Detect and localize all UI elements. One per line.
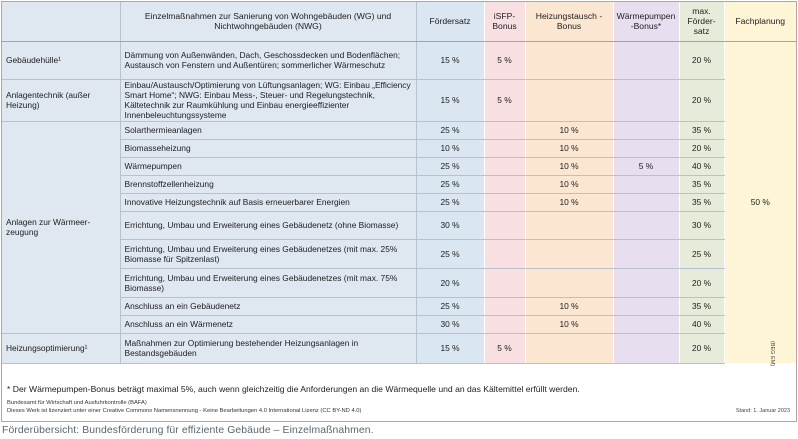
heizungstausch-bonus-cell: 10 % [525,315,613,333]
license-line: Dieses Werk ist lizenziert unter einer Creative Commons Namensnennung - Keine Bearbeitungen 4.0 International Lizenz (CC BY-ND 4.0) [7,408,362,414]
heizungstausch-bonus-cell [525,79,613,121]
table-row [2,175,796,193]
max-foerdersatz-cell: 25 % [679,239,724,268]
isfp-bonus-cell [484,193,525,211]
max-foerdersatz-cell: 20 % [679,333,724,363]
foerdersatz-cell: 15 % [416,41,484,79]
header-fachplanung: Fachplanung [724,2,796,41]
foerdersatz-cell: 25 % [416,239,484,268]
waermepumpen-bonus-cell [613,79,679,121]
table-row [2,193,796,211]
heizungstausch-bonus-cell: 10 % [525,139,613,157]
fachplanung-value: 50 % [724,41,796,363]
heizungstausch-bonus-cell [525,333,613,363]
isfp-bonus-cell [484,157,525,175]
header-heizungstausch-bonus: Heizungstausch -Bonus [525,2,613,41]
header-max-foerdersatz: max. Förder-satz [679,2,724,41]
max-foerdersatz-cell: 40 % [679,315,724,333]
heizungstausch-bonus-cell [525,41,613,79]
max-foerdersatz-cell: 20 % [679,41,724,79]
max-foerdersatz-cell: 35 % [679,175,724,193]
table-header-row [2,2,796,41]
table-row [2,315,796,333]
foerdersatz-cell: 20 % [416,268,484,297]
foerdersatz-cell: 15 % [416,333,484,363]
max-foerdersatz-cell: 20 % [679,268,724,297]
beg-em-reference: (BEG EM) [769,341,775,367]
measure-cell: Biomasseheizung [120,139,416,157]
waermepumpen-bonus-cell [613,175,679,193]
table-row [2,139,796,157]
isfp-bonus-cell [484,175,525,193]
max-foerdersatz-cell: 30 % [679,211,724,239]
heizungstausch-bonus-cell: 10 % [525,157,613,175]
isfp-bonus-cell [484,139,525,157]
category-anlagentechnik: Anlagentechnik (außer Heizung) [2,79,120,121]
max-foerdersatz-cell: 20 % [679,79,724,121]
waermepumpen-bonus-cell [613,41,679,79]
measure-cell: Einbau/Austausch/Optimierung von Lüftungsanlagen; WG: Einbau „Efficiency Smart Home“; NWG: Einbau Mess-, Steuer- und Regelungstechnik, Kältetechnik zur Raumkühlung und Einbau energieeffizienter Innenbeleuchtungssysteme [120,79,416,121]
table-row [2,79,796,121]
isfp-bonus-cell: 5 % [484,41,525,79]
heizungstausch-bonus-cell [525,268,613,297]
waermepumpen-bonus-cell [613,268,679,297]
header-foerdersatz: Fördersatz [416,2,484,41]
category-gebaeudehuelle: Gebäudehülle¹ [2,41,120,79]
isfp-bonus-cell: 5 % [484,79,525,121]
measure-cell: Anschluss an ein Gebäudenetz [120,297,416,315]
table-row [2,41,796,79]
waermepumpen-bonus-cell [613,239,679,268]
max-foerdersatz-cell: 35 % [679,121,724,139]
category-waermeerzeugung: Anlagen zur Wärmeer-zeugung [2,121,120,333]
heizungstausch-bonus-cell [525,211,613,239]
isfp-bonus-cell [484,297,525,315]
foerdersatz-cell: 10 % [416,139,484,157]
heizungstausch-bonus-cell: 10 % [525,121,613,139]
table-row [2,211,796,239]
isfp-bonus-cell [484,315,525,333]
measure-cell: Maßnahmen zur Optimierung bestehender Heizungsanlagen in Bestandsgebäuden [120,333,416,363]
measure-cell: Brennstoffzellenheizung [120,175,416,193]
max-foerdersatz-cell: 20 % [679,139,724,157]
table-row [2,121,796,139]
isfp-bonus-cell [484,268,525,297]
heizungstausch-bonus-cell [525,239,613,268]
table-row [2,157,796,175]
foerdersatz-cell: 25 % [416,297,484,315]
measure-cell: Solarthermieanlagen [120,121,416,139]
header-category-cell [2,2,120,41]
foerdersatz-cell: 15 % [416,79,484,121]
header-waermepumpen-bonus: Wärmepumpen -Bonus* [613,2,679,41]
table-row [2,333,796,363]
measure-cell: Errichtung, Umbau und Erweiterung eines Gebäudenetzes (mit max. 25% Biomasse für Spitzenlast) [120,239,416,268]
heizungstausch-bonus-cell: 10 % [525,297,613,315]
header-measures: Einzelmaßnahmen zur Sanierung von Wohngebäuden (WG) und Nichtwohngebäuden (NWG) [120,2,416,41]
source-line: Bundesamt für Wirtschaft und Ausfuhrkontrolle (BAFA) [7,400,147,406]
max-foerdersatz-cell: 35 % [679,193,724,211]
measure-cell: Wärmepumpen [120,157,416,175]
foerdersatz-cell: 25 % [416,121,484,139]
waermepumpen-bonus-cell [613,121,679,139]
footnote: * Der Wärmepumpen-Bonus beträgt maximal 5%, auch wenn gleichzeitig die Anforderungen an die Wärmequelle und an das Kältemittel erfüllt werden. [7,384,580,394]
foerdersatz-cell: 30 % [416,315,484,333]
isfp-bonus-cell [484,211,525,239]
foerdersatz-cell: 30 % [416,211,484,239]
measure-cell: Errichtung, Umbau und Erweiterung eines Gebäudenetz (ohne Biomasse) [120,211,416,239]
table-row [2,268,796,297]
heizungstausch-bonus-cell: 10 % [525,175,613,193]
heizungstausch-bonus-cell: 10 % [525,193,613,211]
measure-cell: Errichtung, Umbau und Erweiterung eines Gebäudenetzes (mit max. 75% Biomasse) [120,268,416,297]
foerdersatz-cell: 25 % [416,193,484,211]
max-foerdersatz-cell: 40 % [679,157,724,175]
max-foerdersatz-cell: 35 % [679,297,724,315]
waermepumpen-bonus-cell [613,193,679,211]
foerdersatz-cell: 25 % [416,157,484,175]
isfp-bonus-cell: 5 % [484,333,525,363]
measure-cell: Anschluss an ein Wärmenetz [120,315,416,333]
figure-caption: Förderübersicht: Bundesförderung für effiziente Gebäude – Einzelmaßnahmen. [2,425,374,436]
waermepumpen-bonus-cell [613,211,679,239]
waermepumpen-bonus-cell [613,297,679,315]
measure-cell: Dämmung von Außenwänden, Dach, Geschossdecken und Bodenflächen; Austausch von Fenstern und Außentüren; sommerlicher Wärmeschutz [120,41,416,79]
waermepumpen-bonus-cell [613,333,679,363]
category-heizungsoptimierung: Heizungsoptimierung¹ [2,333,120,363]
table-row [2,239,796,268]
waermepumpen-bonus-cell [613,139,679,157]
table-row [2,297,796,315]
waermepumpen-bonus-cell [613,315,679,333]
isfp-bonus-cell [484,239,525,268]
isfp-bonus-cell [484,121,525,139]
waermepumpen-bonus-cell: 5 % [613,157,679,175]
funding-table-panel [1,1,797,422]
measure-cell: Innovative Heizungstechnik auf Basis erneuerbarer Energien [120,193,416,211]
header-isfp-bonus: iSFP-Bonus [484,2,525,41]
stand-date: Stand: 1. Januar 2023 [735,408,790,414]
foerdersatz-cell: 25 % [416,175,484,193]
funding-table [2,2,796,364]
